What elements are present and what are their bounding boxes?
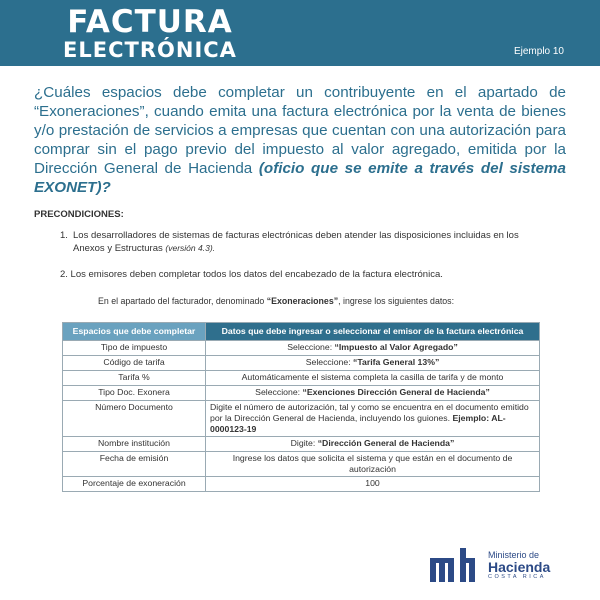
ministerio-hacienda-logo	[430, 544, 570, 588]
intro-before: En el apartado del facturador, denominado	[98, 296, 267, 306]
preconditions-heading: PRECONDICIONES:	[34, 209, 124, 220]
field-cell: Número Documento	[63, 401, 206, 437]
item1-text: Los desarrolladores de sistemas de facturas electrónicas deben atender las disposiciones incluidas en los Anexos y Estructuras	[73, 230, 519, 254]
header-title-line1: FACTURA	[67, 4, 233, 40]
exoneration-table	[62, 322, 540, 492]
table-row	[63, 341, 540, 356]
table-row	[63, 356, 540, 371]
table-row	[63, 386, 540, 401]
example-label: Ejemplo 10	[513, 46, 564, 57]
question-main: ¿Cuáles espacios debe completar un contribuyente en el apartado de “Exoneraciones”, cuando emita una factura electrónica por la venta de bienes y/o prestación de servicios a empresas que cuentan con una autorización para comprar sin el pago previo del impuesto al valor agregado, emitida por la Dirección General de Hacienda	[34, 84, 566, 177]
field-cell: Código de tarifa	[63, 356, 206, 371]
table-row	[63, 437, 540, 452]
table-header-fields: Espacios que debe completar	[63, 323, 206, 341]
data-cell: Seleccione: “Tarifa General 13%”	[206, 356, 540, 371]
table-row	[63, 477, 540, 492]
precondition-item-1	[60, 229, 530, 255]
field-cell: Tarifa %	[63, 371, 206, 386]
data-cell: Digite el número de autorización, tal y como se encuentra en el documento emitido por la Dirección General de Hacienda, incluyendo los guiones. Ejemplo: AL-0000123-19	[206, 401, 540, 437]
logo-text	[488, 550, 550, 581]
field-cell: Nombre institución	[63, 437, 206, 452]
mh-logo-icon	[430, 548, 484, 584]
field-cell: Tipo Doc. Exonera	[63, 386, 206, 401]
data-cell: Automáticamente el sistema completa la casilla de tarifa y de monto	[206, 371, 540, 386]
data-cell: Seleccione: “Exenciones Dirección General de Hacienda”	[206, 386, 540, 401]
data-cell: Ingrese los datos que solicita el sistema y que están en el documento de autorización	[206, 452, 540, 477]
item1-version: (versión 4.3).	[165, 243, 216, 253]
data-cell: Digite: “Dirección General de Hacienda”	[206, 437, 540, 452]
logo-line2: Hacienda	[488, 559, 551, 575]
data-cell: 100	[206, 477, 540, 492]
intro-text	[98, 296, 454, 306]
field-cell: Fecha de emisión	[63, 452, 206, 477]
table-header-data: Datos que debe ingresar o seleccionar el emisor de la factura electrónica	[206, 323, 540, 341]
intro-bold: “Exoneraciones”	[266, 296, 339, 306]
logo-line1: Ministerio de	[488, 550, 540, 560]
question-note: (oficio que se emite a través del sistema EXONET)?	[34, 160, 566, 196]
header-banner	[0, 0, 600, 66]
table-row	[63, 452, 540, 477]
table-row	[63, 371, 540, 386]
field-cell: Tipo de impuesto	[63, 341, 206, 356]
question-text	[34, 83, 566, 197]
field-cell: Porcentaje de exoneración	[63, 477, 206, 492]
table-row	[63, 401, 540, 437]
header-title	[0, 6, 300, 62]
precondition-item-2: 2. Los emisores deben completar todos los datos del encabezado de la factura electrónica.	[60, 269, 443, 280]
item1-number: 1.	[60, 230, 68, 241]
data-cell: Seleccione: “Impuesto al Valor Agregado”	[206, 341, 540, 356]
intro-after: , ingrese los siguientes datos:	[338, 296, 455, 306]
logo-line3: COSTA RICA	[488, 574, 546, 580]
header-title-line2: ELECTRÓNICA	[63, 38, 237, 62]
